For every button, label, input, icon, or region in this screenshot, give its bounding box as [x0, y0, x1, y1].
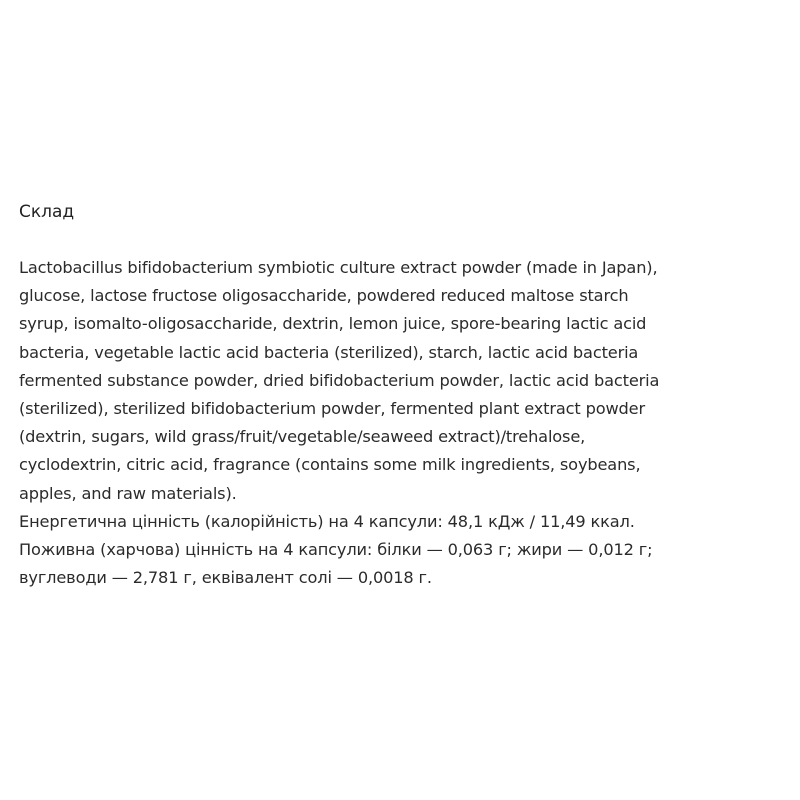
ingredients-line: fermented substance powder, dried bifidobacterium powder, lactic acid bacteria [19, 370, 660, 390]
ingredients-line: (dextrin, sugars, wild grass/fruit/vegetable/seaweed extract)/trehalose, [19, 427, 586, 447]
nutrition-value-line: вуглеводи — 2,781 г, еквівалент солі — 0,0018 г. [19, 568, 432, 588]
ingredients-line: Lactobacillus bifidobacterium symbiotic culture extract powder (made in Japan), [19, 258, 658, 277]
ingredients-line: (sterilized), sterilized bifidobacterium powder, fermented plant extract powder [19, 399, 645, 419]
ingredients-text [19, 254, 794, 592]
section-title: Склад [19, 202, 75, 222]
energy-value-line: Енергетична цінність (калорійність) на 4 капсули: 48,1 кДж / 11,49 ккал. [19, 511, 635, 531]
ingredients-line: cyclodextrin, citric acid, fragrance (contains some milk ingredients, soybeans, [19, 455, 641, 475]
ingredients-line: syrup, isomalto-oligosaccharide, dextrin, lemon juice, spore-bearing lactic acid [19, 314, 647, 334]
ingredients-line: glucose, lactose fructose oligosaccharide, powdered reduced maltose starch [19, 286, 629, 306]
composition-section [19, 198, 794, 592]
ingredients-line: apples, and raw materials). [19, 483, 237, 503]
nutrition-value-line: Поживна (харчова) цінність на 4 капсули: білки — 0,063 г; жири — 0,012 г; [19, 540, 653, 560]
ingredients-line: bacteria, vegetable lactic acid bacteria (sterilized), starch, lactic acid bacteria [19, 342, 639, 362]
